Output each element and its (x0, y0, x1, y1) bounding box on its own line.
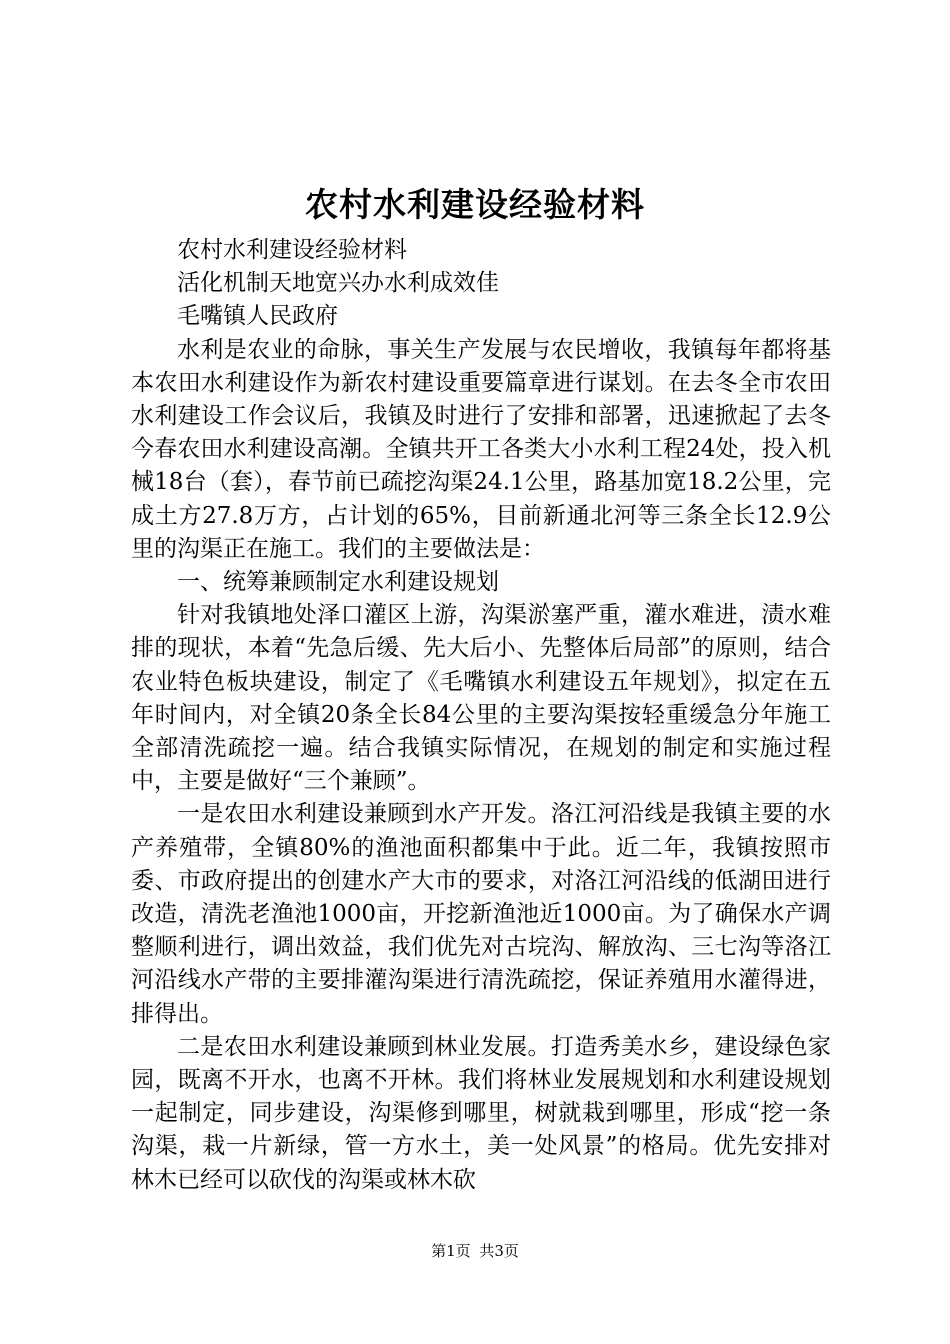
document-body (131, 234, 831, 1197)
subtitle-line: 农村水利建设经验材料 (177, 237, 407, 263)
author-line: 毛嘴镇人民政府 (177, 303, 338, 330)
slogan-line: 活化机制天地宽兴办水利成效佳 (177, 270, 499, 297)
body-paragraph: 一是农田水利建设兼顾到水产开发。洛江河沿线是我镇主要的水产养殖带，全镇80%的渔池面积都集中于此。近二年，我镇按照市委、市政府提出的创建水产大市的要求，对洛江河沿线的低湖田进行改造，清洗老渔池1000亩，开挖新渔池近1000亩。为了确保水产调整顺利进行，调出效益，我们优先对古垸沟、解放沟、三七沟等洛江河沿线水产带的主要排灌沟渠进行清洗疏挖，保证养殖用水灌得进，排得出。 (131, 801, 831, 1027)
document-title: 农村水利建设经验材料 (305, 185, 645, 224)
body-paragraph: 二是农田水利建设兼顾到林业发展。打造秀美水乡，建设绿色家园，既离不开水，也离不开林。我们将林业发展规划和水利建设规划一起制定，同步建设，沟渠修到哪里，树就栽到哪里，形成“挖一条沟渠，栽一片新绿，管一方水土，美一处风景”的格局。优先安排对林木已经可以砍伐的沟渠或林木砍 (131, 1033, 831, 1193)
body-paragraph: 针对我镇地处泽口灌区上游，沟渠淤塞严重，灌水难进，渍水难排的现状，本着“先急后缓、先大后小、先整体后局部”的原则，结合农业特色板块建设，制定了《毛嘴镇水利建设五年规划》，拟定在五年时间内，对全镇20条全长84公里的主要沟渠按轻重缓急分年施工全部清洗疏挖一遍。结合我镇实际情况，在规划的制定和实施过程中，主要是做好“三个兼顾”。 (131, 602, 831, 795)
section-heading: 一、统筹兼顾制定水利建设规划 (177, 569, 499, 596)
intro-paragraph: 水利是农业的命脉，事关生产发展与农民增收，我镇每年都将基本农田水利建设作为新农村建设重要篇章进行谋划。在去冬全市农田水利建设工作会议后，我镇及时进行了安排和部署，迅速掀起了去冬今春农田水利建设高潮。全镇共开工各类大小水利工程24处，投入机械18台（套），春节前已疏挖沟渠24.1公里，路基加宽18.2公里，完成土方27.8万方，占计划的65%，目前新通北河等三条全长12.9公里的沟渠正在施工。我们的主要做法是： (131, 336, 831, 562)
page-footer: 第1页 共3页 (431, 1242, 519, 1260)
